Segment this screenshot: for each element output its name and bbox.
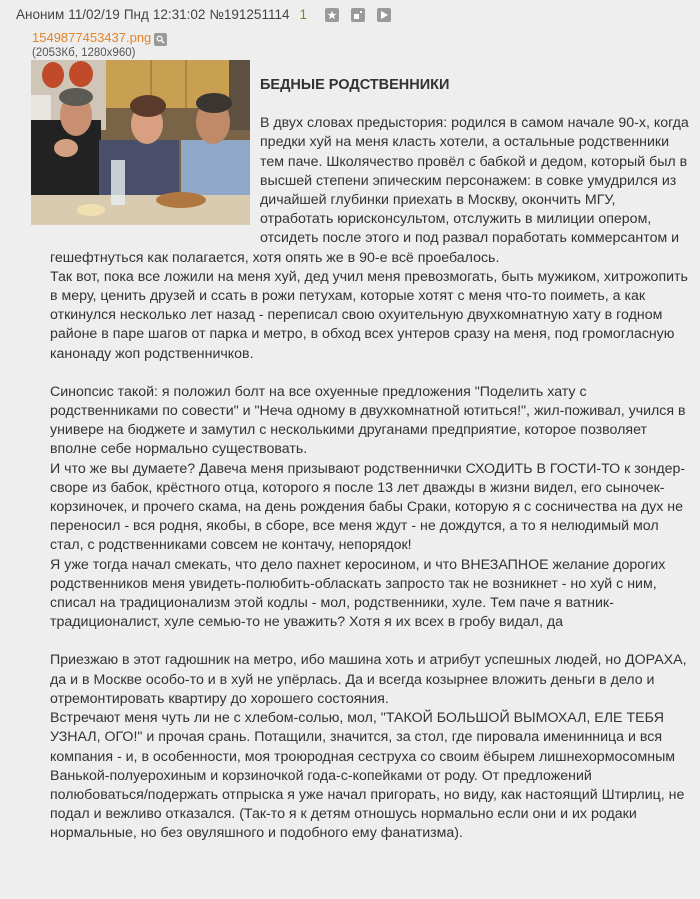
image-float-spacer: [50, 74, 260, 238]
file-name-link[interactable]: 1549877453437.png: [32, 30, 152, 45]
post-paragraph: Приезжаю в этот гадюшник на метро, ибо машина хоть и атрибут успешных людей, но ДОРАХА, да и в Москве особо-то и в хуй не упёрлась. Да и всегда козырнее вложить деньги в дело и отремонтировать квартиру до хорошего состояния.: [50, 652, 687, 707]
post-title: БЕДНЫЕ РОДСТВЕННИКИ: [260, 77, 450, 93]
favorite-button[interactable]: [325, 8, 339, 22]
expand-icon: [353, 10, 363, 20]
file-meta: (2053Кб, 1280x960): [32, 47, 136, 59]
post-paragraph: И что же вы думаете? Давеча меня призывают родственнички СХОДИТЬ В ГОСТИ-ТО к зондер-своре из бабок, крёстного отца, которого я после 13 лет дважды в жизни видел, его сыночек-корзиночек, и прочего скама, на день рождения бабы Сраки, которую я с сосничества на дух не переносил - вся родня, якобы, в сборе, все меня ждут - не дождутся, а то я нелюдимый мол стал, с родственниками совсем не контачу, непорядок!: [50, 460, 686, 554]
search-icon: [156, 35, 165, 44]
post-weekday: Пнд: [123, 7, 149, 22]
play-button[interactable]: [377, 8, 391, 22]
post-date: 11/02/19: [68, 7, 120, 22]
post-paragraph: Встречают меня чуть ли не с хлебом-солью, мол, "ТАКОЙ БОЛЬШОЙ ВЫМОХАЛ, ЕЛЕ ТЕБЯ УЗНАЛ, ОГО!" и прочая срань. Потащили, значится, за стол, где пировала именинница и вся компания - и, в особенности, моя троюродная сеструха со своим ёбырем лишнехормосомным Ванькой-полуерохиным и корзиночкой года-с-копейками от роду. От предложений полюбоваться/подержать отпрыска я уже начал пригорать, но виду, как настоящий Штирлиц, не подал и вежливо отказался. (Так-то я к детям отношусь нормально если они и их родаки нормальные, но без овуляшного и подобного ему фанатизма).: [50, 710, 685, 842]
image-search-button[interactable]: [154, 33, 167, 46]
reply-count[interactable]: 1: [299, 7, 307, 22]
post-paragraph: Я уже тогда начал смекать, что дело пахнет керосином, и что ВНЕЗАПНОЕ желание дорогих родственников меня увидеть-полюбить-обласкать запросто так не возникнет - но хуй с ним, списал на традиционализм этой кодлы - мол, родственники, хуле. Тем паче я ватник-традиционалист, хуле семью-то не уважить? Хотя я их всех в гробу видал, да: [50, 556, 666, 631]
post-author: Аноним: [16, 7, 65, 22]
expand-button[interactable]: [351, 8, 365, 22]
paragraph-gap: [50, 364, 690, 383]
post-number[interactable]: №191251114: [209, 7, 290, 22]
post-body: [50, 74, 690, 844]
file-info: [32, 30, 167, 59]
star-icon: [327, 10, 337, 20]
post-paragraph: В двух словах предыстория: родился в самом начале 90-х, когда предки хуй на меня класть хотели, а остальные родственники тем паче. Школячество провёл с бабкой и дедом, который был в высшей степени эпическим персонажем: в совке умудрился из дичайшей глубинки приехать в Москву, окончить МГУ, отработать юрисконсультом, отслужить в милиции опером, отсидеть после этого и под развал поработать коммерсантом и гешефтнуться как полагается, хотя опять же в 90-е всё проебалось.: [50, 115, 689, 266]
post-header: [16, 7, 395, 22]
post-paragraph: Синопсис такой: я положил болт на все охуенные предложения "Поделить хату с родственниками по совести" и "Неча одному в двухкомнатной ютиться!", жил-поживал, учился в универе на бюджете и замутил с несколькими друганами предприятие, которое позволяет вполне себе нормально существовать.: [50, 383, 686, 458]
play-icon: [379, 10, 389, 20]
post-time: 12:31:02: [152, 7, 206, 22]
paragraph-gap: [50, 632, 690, 651]
post-paragraph: Так вот, пока все ложили на меня хуй, дед учил меня превозмогать, быть мужиком, хитрожопить в меру, ценить друзей и ссать в рожи петухам, которые хотят с меня что-то поиметь, а как откинулся несколько лет назад - переписал свою охуительную двухкомнатную хату в годном районе в паре шагов от парка и метро, в обход всех унтеров сразу на меня, под громогласную канонаду жоп родственничков.: [50, 268, 688, 362]
